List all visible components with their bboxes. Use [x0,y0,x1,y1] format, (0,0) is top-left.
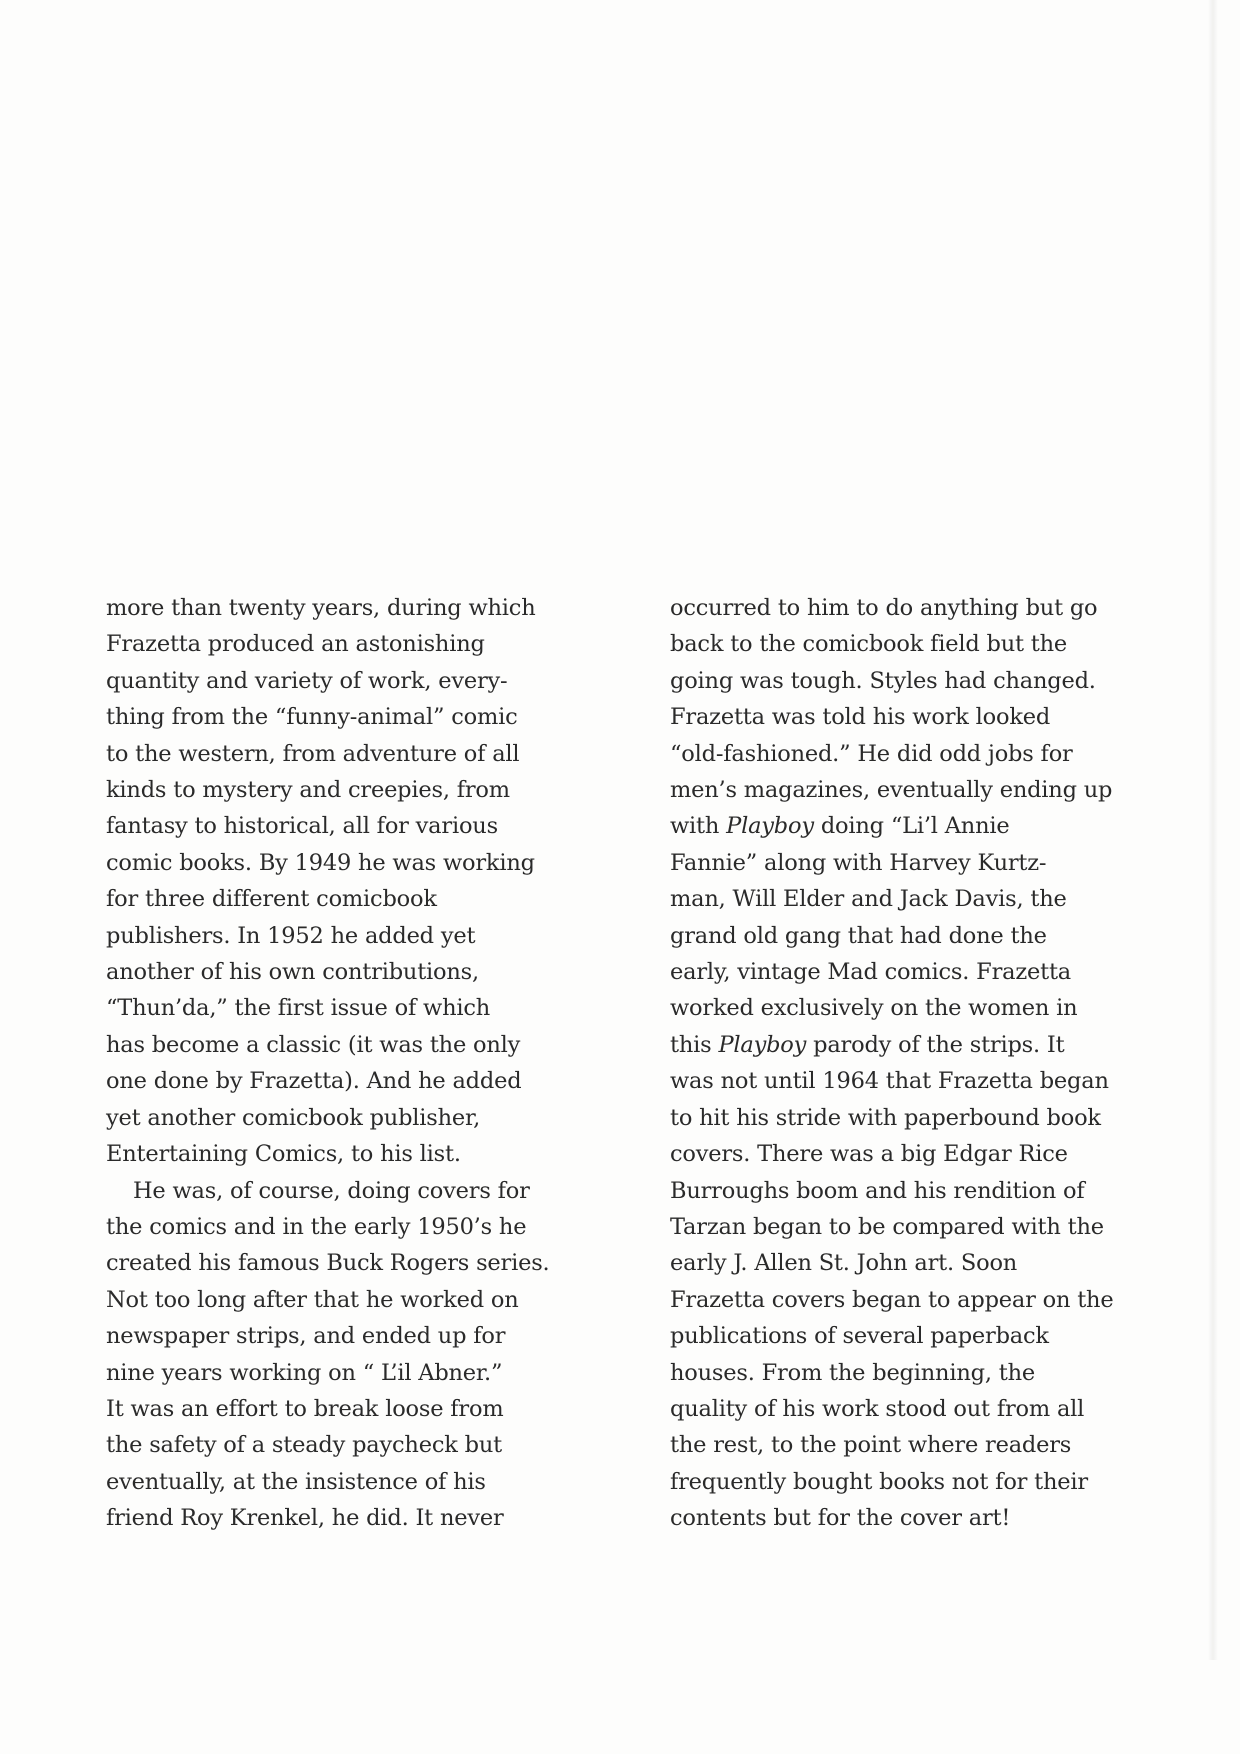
text-line: Frazetta covers began to appear on the [670,1286,1114,1313]
text-line-with-title [670,1027,1180,1063]
text-line: quantity and variety of work, every- [106,667,508,694]
text-line: thing from the “funny-animal” comic [106,704,518,731]
text-line: fantasy to historical, all for various [106,813,498,840]
text-line: newspaper strips, and ended up for [106,1323,506,1350]
text-line: men’s magazines, eventually ending up [670,777,1113,804]
text-line: “old-fashioned.” He did odd jobs for [670,740,1073,767]
text-column-left [106,590,606,1537]
text-column-right [670,590,1180,1537]
text-line: Burroughs boom and his rendition of [670,1177,1085,1204]
text-line: to hit his stride with paperbound book [670,1104,1101,1131]
magazine-title: Playboy [718,1031,807,1058]
text-line: back to the comicbook field but the [670,631,1068,658]
text-segment: this [670,1031,719,1058]
text-line: created his famous Buck Rogers series. [106,1250,550,1277]
text-line-with-title [670,808,1180,844]
text-line: nine years working on “ L’il Abner.” [106,1359,503,1386]
text-segment: with [670,813,727,840]
text-line: has become a classic (it was the only [106,1031,521,1058]
text-line: for three different comicbook [106,886,437,913]
text-line: occurred to him to do anything but go [670,595,1098,621]
text-line: going was tough. Styles had changed. [670,667,1096,694]
text-line: the comics and in the early 1950’s he [106,1213,527,1240]
text-line: frequently bought books not for their [670,1468,1088,1495]
text-line: Frazetta produced an astonishing [106,631,485,658]
text-line: kinds to mystery and creepies, from [106,777,510,804]
text-line: grand old gang that had done the [670,922,1047,949]
text-line: early J. Allen St. John art. Soon [670,1250,1018,1277]
text-line: Not too long after that he worked on [106,1286,519,1313]
text-line: yet another comicbook publisher, [106,1104,481,1131]
text-line: man, Will Elder and Jack Davis, the [670,886,1067,913]
text-line: Tarzan began to be compared with the [670,1213,1104,1240]
text-line: the rest, to the point where readers [670,1432,1072,1459]
text-line: friend Roy Krenkel, he did. It never [106,1505,504,1532]
text-segment: doing “Li’l Annie [813,813,1010,840]
paragraph-start-line: He was, of course, doing covers for [133,1177,530,1204]
text-line: publishers. In 1952 he added yet [106,922,476,949]
text-line: another of his own contributions, [106,959,479,986]
text-line: comic books. By 1949 he was working [106,849,535,876]
text-line: covers. There was a big Edgar Rice [670,1141,1068,1168]
text-line: the safety of a steady paycheck but [106,1432,502,1459]
page-edge-shadow [1208,0,1218,1660]
text-line: houses. From the beginning, the [670,1359,1035,1386]
text-line: eventually, at the insistence of his [106,1468,486,1495]
text-line: contents but for the cover art! [670,1505,1011,1532]
magazine-title: Playboy [726,813,814,840]
text-line: quality of his work stood out from all [670,1395,1085,1422]
text-line: worked exclusively on the women in [670,995,1078,1022]
text-line: Fannie” along with Harvey Kurtz- [670,849,1047,876]
text-line: one done by Frazetta). And he added [106,1068,522,1095]
text-line: to the western, from adventure of all [106,740,520,767]
text-line: It was an effort to break loose from [106,1395,504,1422]
text-segment: parody of the strips. It [806,1031,1065,1058]
text-line: more than twenty years, during which [106,595,536,621]
text-line: was not until 1964 that Frazetta began [670,1068,1109,1095]
text-line: publications of several paperback [670,1323,1049,1350]
text-line: early, vintage Mad comics. Frazetta [670,959,1072,986]
text-line: Frazetta was told his work looked [670,704,1051,731]
text-line: Entertaining Comics, to his list. [106,1141,461,1168]
text-line: “Thun’da,” the first issue of which [106,995,491,1022]
